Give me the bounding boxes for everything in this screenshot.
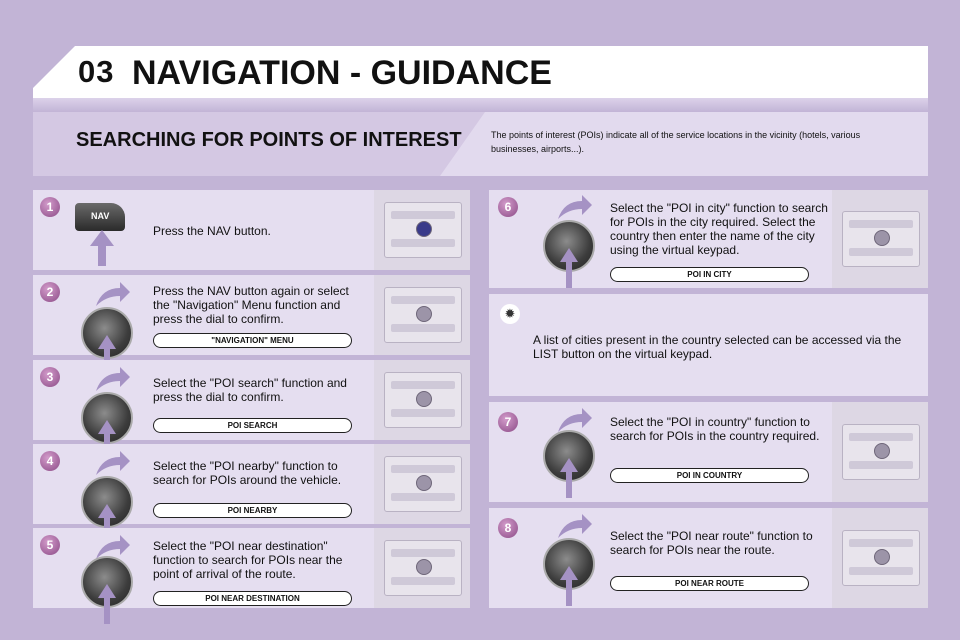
console-thumbnail [832, 402, 928, 502]
console-illustration [384, 540, 462, 596]
decorative-band [33, 98, 928, 112]
arrow-up-icon [560, 566, 578, 606]
console-thumbnail [832, 508, 928, 608]
step-number-1: 1 [40, 197, 60, 217]
light-bulb-icon: ✹ [500, 304, 520, 324]
console-illustration [842, 424, 920, 480]
menu-label: POI IN COUNTRY [610, 468, 809, 483]
step-4-text: Select the "POI nearby" function to search for POIs around the vehicle. [153, 459, 342, 487]
curved-arrow-icon [92, 449, 132, 479]
dial-icon [81, 476, 133, 528]
menu-label: POI SEARCH [153, 418, 352, 433]
step-8-text: Select the "POI near route" function to search for POIs near the route. [610, 529, 813, 557]
dial-icon [81, 307, 133, 359]
menu-label: POI IN CITY [610, 267, 809, 282]
dial-icon [543, 430, 595, 482]
nav-button-icon: NAV [75, 203, 125, 231]
console-illustration [842, 211, 920, 267]
page-title: NAVIGATION - GUIDANCE [132, 54, 552, 92]
arrow-up-icon [88, 228, 116, 268]
arrow-up-icon [560, 248, 578, 288]
menu-label: POI NEAR DESTINATION [153, 591, 352, 606]
tip-text: A list of cities present in the country selected can be accessed via the LIST button on the virtual keypad. [533, 333, 902, 361]
header-corner-fold [33, 46, 75, 88]
console-illustration [384, 372, 462, 428]
chapter-number: 03 [78, 54, 115, 89]
dial-icon [81, 556, 133, 608]
console-thumbnail [374, 275, 470, 355]
arrow-up-icon [98, 584, 116, 624]
step-5-text: Select the "POI near destination" function to search for POIs near the point of arrival of the route. [153, 539, 343, 581]
step-number-8: 8 [498, 518, 518, 538]
console-illustration [384, 456, 462, 512]
console-illustration [384, 287, 462, 343]
console-thumbnail [374, 444, 470, 524]
step-number-4: 4 [40, 451, 60, 471]
arrow-up-icon [560, 458, 578, 498]
step-6-text: Select the "POI in city" function to search for POIs in the city required. Select the country then enter the name of the city using the virtual keypad. [610, 201, 828, 257]
step-number-6: 6 [498, 197, 518, 217]
step-number-7: 7 [498, 412, 518, 432]
step-number-3: 3 [40, 367, 60, 387]
menu-label: POI NEAR ROUTE [610, 576, 809, 591]
step-number-2: 2 [40, 282, 60, 302]
section-intro: The points of interest (POIs) indicate all of the service locations in the vicinity (hotels, various businesses, airports...). [491, 130, 861, 154]
curved-arrow-icon [92, 365, 132, 395]
console-thumbnail [374, 190, 470, 270]
step-1-text: Press the NAV button. [153, 224, 271, 238]
step-3-text: Select the "POI search" function and press the dial to confirm. [153, 376, 347, 404]
menu-label: POI NEARBY [153, 503, 352, 518]
section-title: SEARCHING FOR POINTS OF INTEREST [76, 129, 462, 151]
console-thumbnail [374, 528, 470, 608]
step-number-5: 5 [40, 535, 60, 555]
console-illustration [384, 202, 462, 258]
section-diagonal [440, 112, 485, 176]
dial-icon [543, 538, 595, 590]
console-illustration [842, 530, 920, 586]
console-thumbnail [832, 190, 928, 288]
step-7-text: Select the "POI in country" function to search for POIs in the country required. [610, 415, 820, 443]
console-thumbnail [374, 360, 470, 440]
dial-icon [543, 220, 595, 272]
step-2-text: Press the NAV button again or select the "Navigation" Menu function and press the dial to confirm. [153, 284, 349, 326]
dial-icon [81, 392, 133, 444]
curved-arrow-icon [92, 280, 132, 310]
menu-label: "NAVIGATION" MENU [153, 333, 352, 348]
curved-arrow-icon [554, 193, 594, 223]
